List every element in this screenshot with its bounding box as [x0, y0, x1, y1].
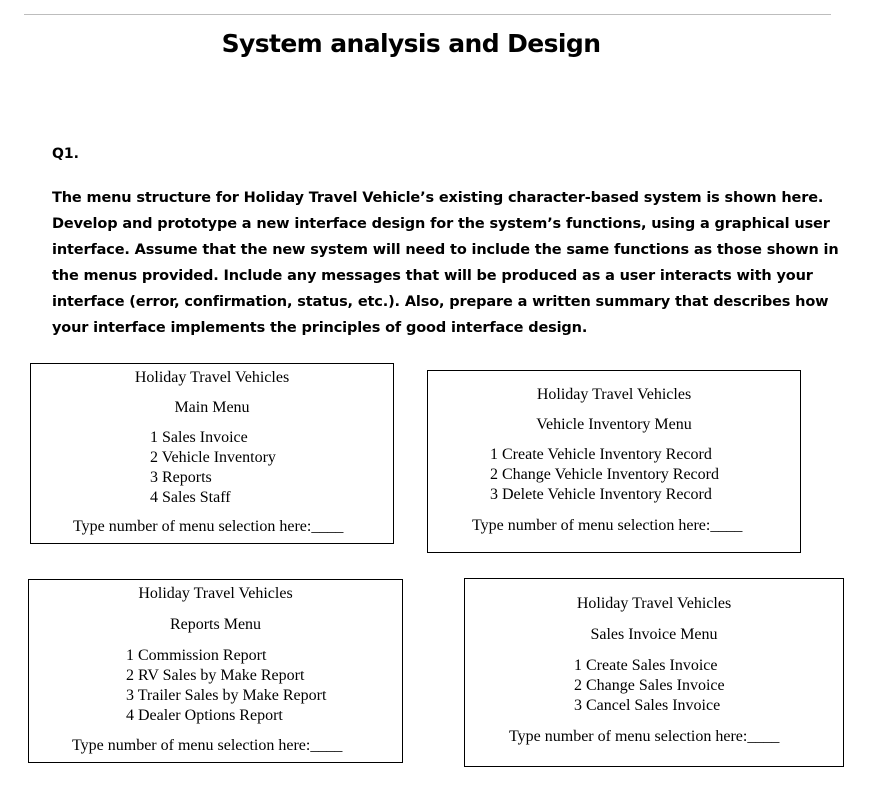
menu-item-list [490, 445, 719, 505]
menu-item: 1 Create Vehicle Inventory Record [490, 446, 712, 463]
menu-company-name: Holiday Travel Vehicles [134, 369, 290, 386]
menu-selection-prompt: Type number of menu selection here:____ [73, 518, 344, 535]
menu-item: 1 Create Sales Invoice [574, 657, 718, 674]
question-line: The menu structure for Holiday Travel Vehicle’s existing character-based system is shown here. [52, 190, 824, 206]
menu-item: 3 Delete Vehicle Inventory Record [490, 486, 712, 503]
menu-title: Reports Menu [169, 616, 262, 633]
menu-selection-prompt: Type number of menu selection here:____ [472, 517, 743, 534]
menu-company-name: Holiday Travel Vehicles [536, 386, 692, 403]
top-divider [24, 14, 831, 15]
reports-menu-box [28, 579, 403, 763]
menu-selection-prompt: Type number of menu selection here:____ [509, 728, 780, 745]
document-title: System analysis and Design [221, 29, 601, 58]
menu-title: Sales Invoice Menu [590, 626, 718, 643]
question-line: interface. Assume that the new system will need to include the same functions as those shown in [52, 241, 839, 258]
menu-item: 1 Commission Report [126, 647, 267, 664]
menu-title: Vehicle Inventory Menu [536, 416, 692, 433]
vehicle-inventory-menu-box [427, 370, 801, 553]
menu-item: 4 Dealer Options Report [126, 707, 283, 724]
question-line: your interface implements the principles of good interface design. [52, 319, 588, 336]
menu-company-name: Holiday Travel Vehicles [576, 595, 732, 612]
menu-item: 2 Change Vehicle Inventory Record [490, 466, 719, 483]
question-line: interface (error, confirmation, status, etc.). Also, prepare a written summary that describes how [52, 293, 829, 310]
menu-item: 2 RV Sales by Make Report [126, 667, 305, 684]
menu-item: 2 Vehicle Inventory [150, 449, 276, 466]
menu-item: 1 Sales Invoice [150, 429, 248, 446]
menu-title: Main Menu [174, 399, 250, 416]
question-line: Develop and prototype a new interface design for the system’s functions, using a graphical user [52, 215, 830, 232]
menu-company-name: Holiday Travel Vehicles [138, 585, 293, 602]
question-text [52, 186, 839, 341]
menu-selection-prompt: Type number of menu selection here:____ [72, 737, 343, 754]
menu-item: 3 Cancel Sales Invoice [574, 697, 721, 714]
menu-item: 4 Sales Staff [150, 489, 231, 506]
menu-item: 2 Change Sales Invoice [574, 677, 725, 694]
menu-item-list [150, 428, 276, 508]
menu-item: 3 Reports [150, 469, 212, 486]
question-label: Q1. [52, 146, 79, 162]
question-line: the menus provided. Include any messages that will be produced as a user interacts with your [52, 267, 813, 284]
menu-item: 3 Trailer Sales by Make Report [126, 687, 327, 704]
sales-invoice-menu-box [464, 578, 844, 767]
menu-item-list [126, 646, 326, 726]
menu-item-list [574, 656, 725, 716]
main-menu-box [30, 363, 394, 544]
